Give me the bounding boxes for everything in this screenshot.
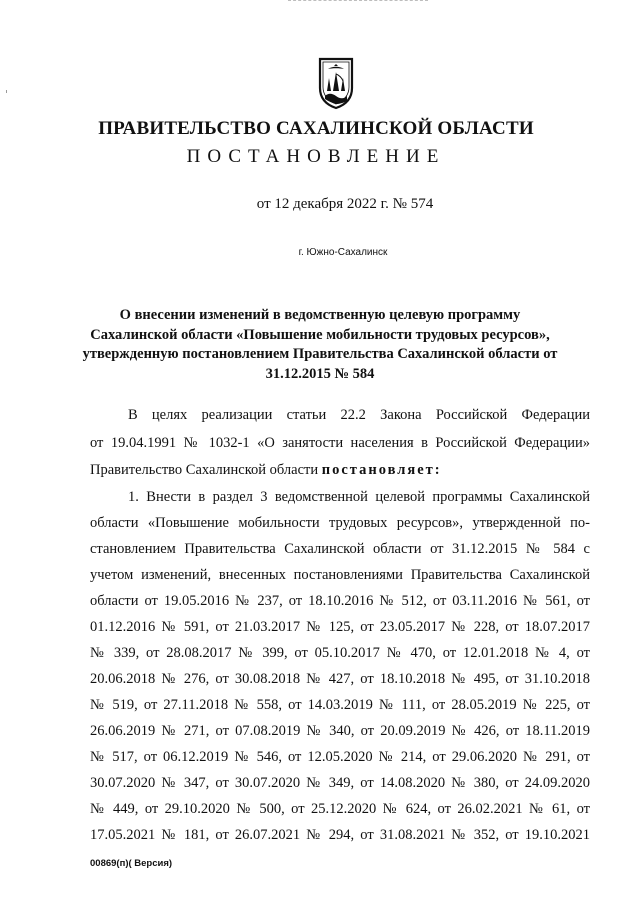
body-text-line: 01.12.2016 № 591, от 21.03.2017 № 125, от 23.05.2017 № 228, от 18.07.2017 bbox=[90, 619, 590, 635]
body-text-line: от 19.04.1991 № 1032-1 «О занятости населения в Российской Федерации» bbox=[90, 435, 590, 451]
document-date-number: от 12 декабря 2022 г. № 574 bbox=[256, 196, 434, 212]
heading-line: Сахалинской области «Повышение мобильности трудовых ресурсов», bbox=[90, 326, 550, 343]
body-text-line: В целях реализации статьи 22.2 Закона Российской Федерации bbox=[128, 407, 590, 423]
government-title: ПРАВИТЕЛЬСТВО САХАЛИНСКОЙ ОБЛАСТИ bbox=[98, 118, 534, 139]
decree-keyword: постановляет: bbox=[321, 462, 442, 478]
document-heading bbox=[60, 306, 580, 384]
body-text-line: № 517, от 06.12.2019 № 546, от 12.05.2020 № 214, от 29.06.2020 № 291, от bbox=[90, 749, 590, 765]
body-text-line: № 339, от 28.08.2017 № 399, от 05.10.2017 № 470, от 12.01.2018 № 4, от bbox=[90, 645, 590, 661]
body-text-line: 30.07.2020 № 347, от 30.07.2020 № 349, от 14.08.2020 № 380, от 24.09.2020 bbox=[90, 775, 590, 791]
scan-artifact-left bbox=[6, 90, 7, 93]
sakhalin-coat-of-arms-icon bbox=[314, 56, 358, 110]
body-text-line: № 519, от 27.11.2018 № 558, от 14.03.2019 № 111, от 28.05.2019 № 225, от bbox=[90, 697, 590, 713]
body-text-line bbox=[90, 461, 590, 479]
body-text-line: № 449, от 29.10.2020 № 500, от 25.12.2020 № 624, от 26.02.2021 № 61, от bbox=[90, 801, 590, 817]
scan-artifact-top bbox=[288, 0, 428, 2]
body-text-line: 1. Внести в раздел 3 ведомственной целевой программы Сахалинской bbox=[128, 489, 590, 505]
body-text-line: становлением Правительства Сахалинской области от 31.12.2015 № 584 с bbox=[90, 541, 590, 557]
body-text-line: 26.06.2019 № 271, от 07.08.2019 № 340, от 20.09.2019 № 426, от 18.11.2019 bbox=[90, 723, 590, 739]
body-text-line: 17.05.2021 № 181, от 26.07.2021 № 294, от 31.08.2021 № 352, от 19.10.2021 bbox=[90, 827, 590, 843]
body-text-line: учетом изменений, внесенных постановлениями Правительства Сахалинской bbox=[90, 567, 590, 583]
body-text-line: 20.06.2018 № 276, от 30.08.2018 № 427, от 18.10.2018 № 495, от 31.10.2018 bbox=[90, 671, 590, 687]
footer-version-code: 00869(п)( Версия) bbox=[90, 858, 173, 869]
body-text-line: области «Повышение мобильности трудовых ресурсов», утвержденной по- bbox=[90, 515, 590, 531]
heading-line: утвержденную постановлением Правительства Сахалинской области от bbox=[82, 346, 558, 362]
heading-line: О внесении изменений в ведомственную целевую программу bbox=[119, 307, 521, 323]
document-city: г. Южно-Сахалинск bbox=[298, 247, 388, 258]
document-type: ПОСТАНОВЛЕНИЕ bbox=[186, 146, 446, 167]
heading-line: 31.12.2015 № 584 bbox=[265, 365, 375, 382]
body-text-fragment: Правительство Сахалинской области bbox=[90, 462, 322, 478]
body-text-line: области от 19.05.2016 № 237, от 18.10.2016 № 512, от 03.11.2016 № 561, от bbox=[90, 593, 590, 609]
